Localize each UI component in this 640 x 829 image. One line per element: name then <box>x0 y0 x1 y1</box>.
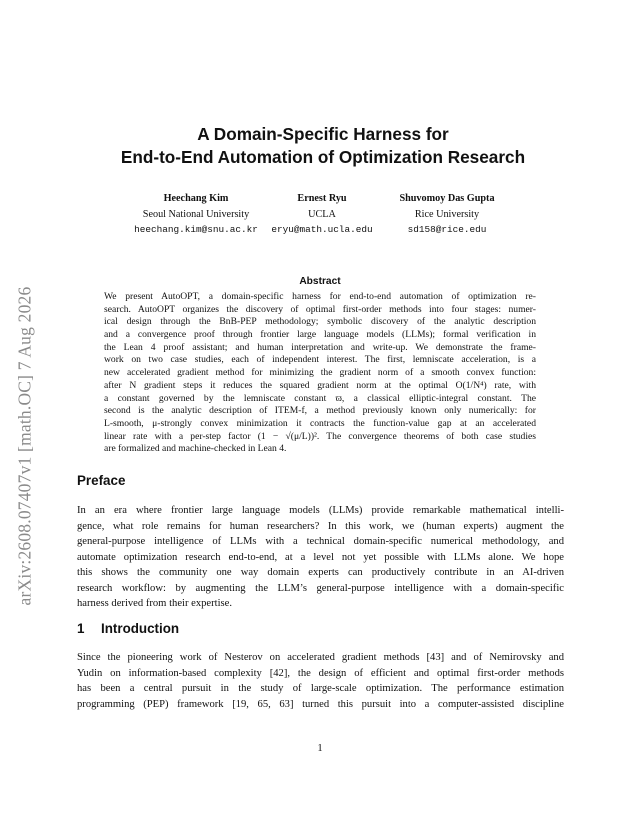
introduction-line: Yudin on information-based complexity [42], the design of efficient and optimal first-order methods <box>77 667 564 679</box>
section-title: Introduction <box>101 621 180 636</box>
author-email[interactable]: eryu@math.ucla.edu <box>271 224 373 235</box>
preface-line: general-purpose intelligence of LLMs with a technical domain-specific numerical methodology, and <box>77 536 564 547</box>
introduction-line: Since the pioneering work of Nesterov on accelerated gradient methods [43] and of Nemirovsky and <box>77 652 564 663</box>
paper-title <box>80 123 566 168</box>
preface-heading: Preface <box>77 473 126 488</box>
author-name: Ernest Ryu <box>297 193 347 204</box>
abstract-line: search. AutoOPT organizes the discovery of optimal first-order methods into four stages: numer- <box>104 303 536 315</box>
abstract-line: L-smooth, μ-strongly convex minimization it contracts the function-value gap at an accelerated <box>104 417 536 429</box>
abstract-line: linear rate with a per-step factor (1 − √(μ/L))². The convergence theorems of both case studies <box>104 430 536 442</box>
preface-line: this shows the community one way domain experts can productively contribute in an AI-driven <box>77 567 564 578</box>
author-email[interactable]: sd158@rice.edu <box>407 224 487 235</box>
author-affiliation: Seoul National University <box>142 208 250 220</box>
introduction-paragraph <box>77 650 564 712</box>
preface-paragraph <box>77 503 564 612</box>
preface-line: automate optimization research end-to-end, at a level not yet possible with LLMs alone. We hope <box>77 551 564 563</box>
author-affiliation: Rice University <box>414 208 480 220</box>
abstract-line: a constant governed by the lemniscate constant ϖ, a classical elliptic-integral constant. The <box>104 392 536 404</box>
introduction-heading <box>77 621 179 636</box>
introduction-line: programming (PEP) framework [19, 65, 63] turned this pursuit into a computer-assisted discipline <box>77 698 564 710</box>
author-affiliation: UCLA <box>308 208 336 220</box>
author-email[interactable]: heechang.kim@snu.ac.kr <box>134 224 258 235</box>
page-number: 1 <box>317 743 323 754</box>
abstract-line: work on two case studies, each of independent interest. The first, lemniscate acceleration, is a <box>104 354 536 366</box>
abstract-line: and a convergence proof through frontier large language models (LLMs); formal verification in <box>104 329 536 341</box>
preface-line: research workflow: by augmenting the LLM’s general-purpose intelligence with a domain-specific <box>77 582 564 594</box>
author-name: Shuvomoy Das Gupta <box>399 193 495 204</box>
abstract-line: second is the analytic description of ITEM-f, a method previously known only numerically: for <box>104 405 536 417</box>
abstract-line: ical design through the BnB-PEP methodology; symbolic discovery of the analytic description <box>104 316 536 328</box>
abstract-line: We present AutoOPT, a domain-specific harness for end-to-end automation of optimization re- <box>104 291 536 302</box>
preface-line: In an era where frontier large language models (LLMs) provide remarkable mathematical intelli- <box>77 505 564 516</box>
introduction-line: has been a central pursuit in the study of large-scale optimization. The performance estimation <box>77 683 564 694</box>
author-name: Heechang Kim <box>163 193 229 204</box>
author-das-gupta <box>347 191 547 238</box>
abstract-line: are formalized and machine-checked in Lean 4. <box>104 443 287 455</box>
preface-line: gence, what role remains for human researchers? In this work, we (human experts) augment the <box>77 520 564 532</box>
abstract-line: after N gradient steps it reduces the squared gradient norm at the optimal O(1/N⁴) rate, with <box>104 379 536 391</box>
abstract-heading: Abstract <box>299 276 341 287</box>
arxiv-identifier-stamp[interactable]: arXiv:2608.07407v1 [math.OC] 7 Aug 2026 <box>14 286 35 606</box>
section-number: 1 <box>77 621 85 636</box>
preface-line: harness derived from their expertise. <box>77 598 233 609</box>
abstract-line: the Lean 4 proof assistant; and human interpretation and write-up. We demonstrate the frame- <box>104 341 536 353</box>
abstract-line: new accelerated gradient method for minimizing the gradient norm of a smooth convex function: <box>104 367 536 379</box>
abstract-body <box>104 291 536 456</box>
title-line-1: A Domain-Specific Harness for <box>197 124 449 144</box>
title-line-2: End-to-End Automation of Optimization Research <box>120 146 526 167</box>
